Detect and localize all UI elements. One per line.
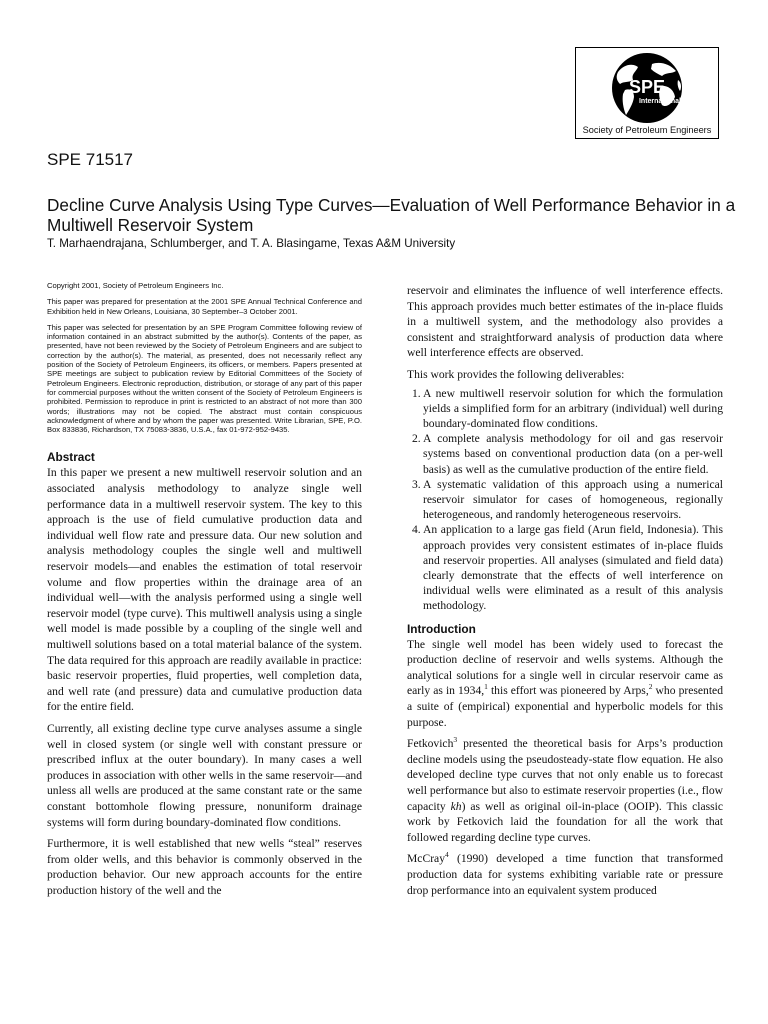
selection-note: This paper was selected for presentation by an SPE Program Committee following review of information contained in an abstract submitted by the author(s). Contents of the paper, as presented, have not been reviewed by the Society of Petroleum Engineers and are subject to correction by the author(s). The material, as presented, does not necessarily reflect any position of the Society of Petroleum Engineers, its officers, or members. Papers presented at SPE meetings are subject to publication review by Editorial Committees of the Society of Petroleum Engineers. Electronic reproduction, distribution, or storage of any part of this paper for commercial purposes without the written consent of the Society of Petroleum Engineers is prohibited. Permission to reproduce in print is restricted to an abstract of not more than 300 words; illustrations may not be copied. The abstract must contain conspicuous acknowledgment of where and by whom the paper was presented. Write Librarian, SPE, P.O. Box 833836, Richardson, TX 75083-3836, U.S.A., fax 01-972-952-9435. [47,322,362,435]
logo-mark: SPE [628,77,666,97]
paper-title: Decline Curve Analysis Using Type Curves—Evaluation of Well Performance Behavior in a Multiwell Reservoir System [47,195,736,235]
deliverable-item: 3. A systematic validation of this approach using a numerical reservoir simulator for cases of homogeneous, regionally heterogeneous, and randomly heterogeneous reservoirs. [412,477,723,522]
copyright-line: Copyright 2001, Society of Petroleum Engineers Inc. [47,281,224,290]
paper-number: SPE 71517 [47,150,134,169]
abstract-heading: Abstract [47,450,95,465]
logo-org-name: Society of Petroleum Engineers [582,125,712,135]
deliverable-item: 2. A complete analysis methodology for oil and gas reservoir systems based on conventional production data (on a per-well basis) as well as the cumulative production of the entire field. [412,432,723,476]
deliverable-item: 1. A new multiwell reservoir solution for which the formulation yields a simplified form for an arbitrary (individual) well during boundary-dominated flow conditions. [412,386,723,430]
globe-icon [578,50,716,126]
intro-paragraph: The single well model has been widely used to forecast the production decline of reservoir and wells systems. Although the analytical solutions for a single well in circular reservoir came as early as in 1934,$^1$ this effort was pioneered by Arps,$^2$ who presented a suite of (empirical) exponential and hyperbolic models for this purpose. [407,637,723,729]
deliverables-list [407,386,723,614]
deliverables-intro: This work provides the following deliverables: [407,367,625,381]
authors: T. Marhaendrajana, Schlumberger, and T. A. Blasingame, Texas A&M University [47,237,456,250]
logo-sub: International [638,98,682,105]
left-column [47,281,362,904]
body-paragraph: reservoir and eliminates the influence of well interference effects. This approach provides much better estimates of the in-place fluids in a multiwell system, and the methodology also provides a consistent and straightforward analysis of production data where well interference effects are observed. [407,284,723,360]
abstract-paragraph: In this paper we present a new multiwell reservoir solution and an associated analysis methodology to analyze single well performance data in a multiwell reservoir system. The key to this approach is the use of field cumulative production data and individual well flow rate and pressure data. Our new solution and analysis methodology couples the single well and multiwell reservoir models—and enables the estimation of total reservoir volume and flow properties within the drainage area of an individual well—with the analysis performed using a single well reservoir model (type curve). This multiwell analysis using a single well model is made possible by a coupling of the single well and multiwell solutions based on a total material balance of the system. The data required for this approach are readily available in practice: basic reservoir properties, fluid properties, well completion data, and well rate (and pressure) data and cumulative production data for the entire field. [47,466,362,714]
presentation-note: This paper was prepared for presentation at the 2001 SPE Annual Technical Conference and Exhibition held in New Orleans, Louisiana, 30 September–3 October 2001. [47,297,362,316]
abstract-paragraph: Furthermore, it is well established that new wells “steal” reserves from older wells, and this behavior is commonly observed in the production behavior. Our new approach accounts for the entire production history of the well and the [47,837,362,897]
intro-paragraph: McCray$^4$ (1990) developed a time function that transformed production data for systems exhibiting variable rate or pressure drop performance into an equivalent system produced [407,850,723,897]
right-column [407,283,723,904]
abstract-paragraph: Currently, all existing decline type curve analyses assume a single well in closed system (or single well with constant pressure or prescribed influx at the outer boundary). In many cases a well produces in association with other wells in the same reservoir—and unless all wells are produced at the same constant rate or the same constant bottomhole flowing pressure, nonuniform drainage systems will form during boundary-dominated flow conditions. [47,721,362,829]
spe-logo [575,47,719,139]
deliverable-item: 4. An application to a large gas field (Arun field, Indonesia). This approach provides very consistent estimates of in-place fluids and reservoir properties. All analyses (simulated and field data) clearly demonstrate that the effects of well interference on individual wells were eliminated as a result of this analysis methodology. [412,523,723,613]
introduction-heading: Introduction [407,621,476,636]
intro-paragraph: Fetkovich$^3$ presented the theoretical basis for Arps’s production decline models using the pseudosteady-state flow equation. He also developed decline type curves that not only enable us to forecast well performance but also to estimate reservoir properties (i.e., flow capacity kh) as well as original oil-in-place (OOIP). This classic work by Fetkovich laid the foundation for all the work that followed regarding decline type curves. [407,735,723,844]
